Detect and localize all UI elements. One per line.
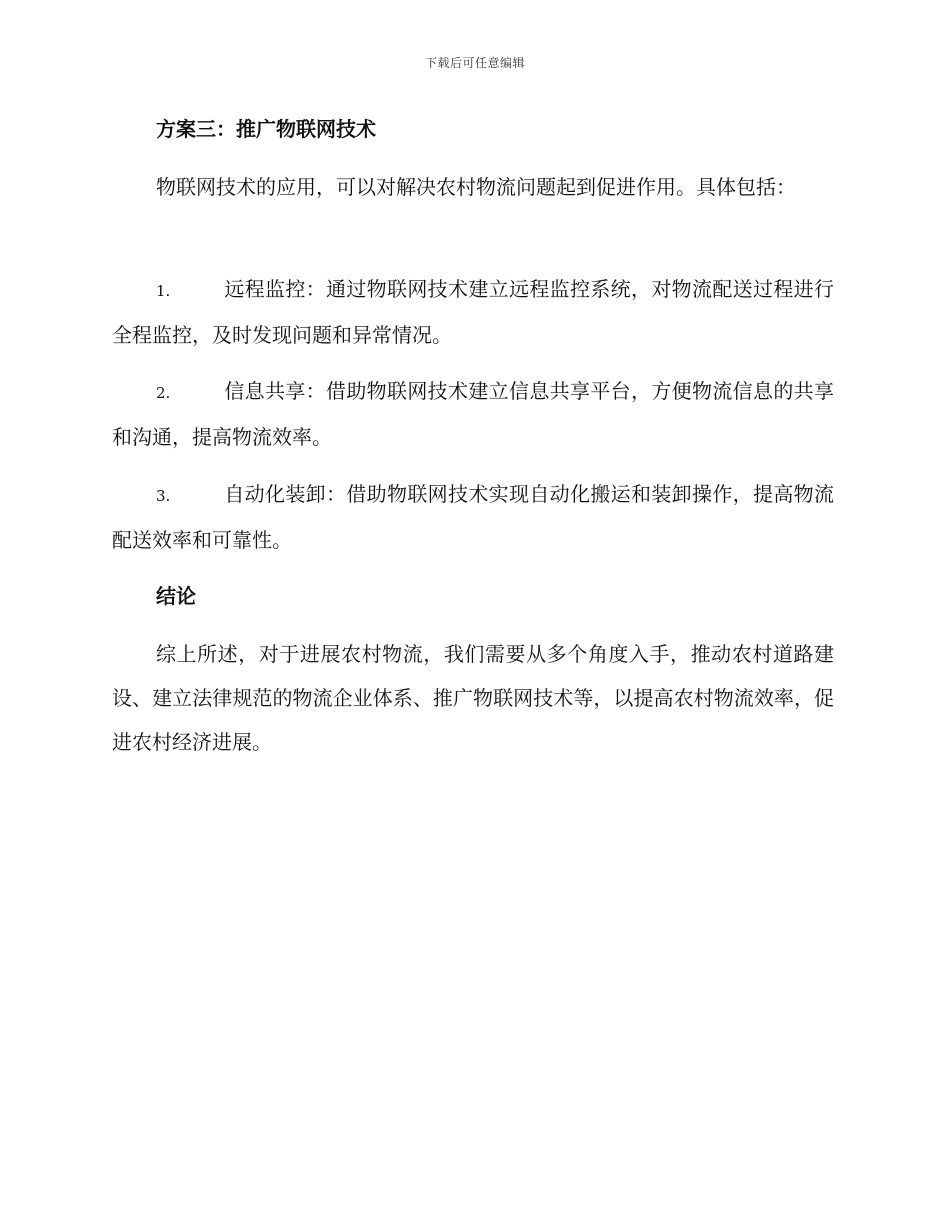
list-item-text: 自动化装卸：借助物联网技术实现自动化搬运和装卸操作，提高物流配送效率和可靠性。 — [112, 482, 834, 552]
list-item-number: 1. — [156, 282, 171, 300]
list-item-text: 远程监控：通过物联网技术建立远程监控系统，对物流配送过程进行全程监控，及时发现问题和异常情况。 — [112, 277, 834, 347]
conclusion-paragraph: 综上所述，对于进展农村物流，我们需要从多个角度入手，推动农村道路建设、建立法律规范的物流企业体系、推广物联网技术等，以提高农村物流效率，促进农村经济进展。 — [112, 642, 834, 754]
page-header-note: 下载后可任意编辑 — [424, 56, 525, 70]
conclusion-heading: 结论 — [156, 584, 196, 608]
list-item-text: 信息共享：借助物联网技术建立信息共享平台，方便物流信息的共享和沟通，提高物流效率。 — [112, 379, 834, 449]
list-item — [112, 472, 834, 562]
list-item-number: 3. — [156, 487, 171, 505]
section-heading: 方案三：推广物联网技术 — [156, 117, 376, 141]
list-item-number: 2. — [156, 384, 171, 402]
section-intro-paragraph: 物联网技术的应用，可以对解决农村物流问题起到促进作用。具体包括： — [156, 175, 796, 199]
list-item — [112, 369, 834, 459]
list-item — [112, 267, 834, 357]
